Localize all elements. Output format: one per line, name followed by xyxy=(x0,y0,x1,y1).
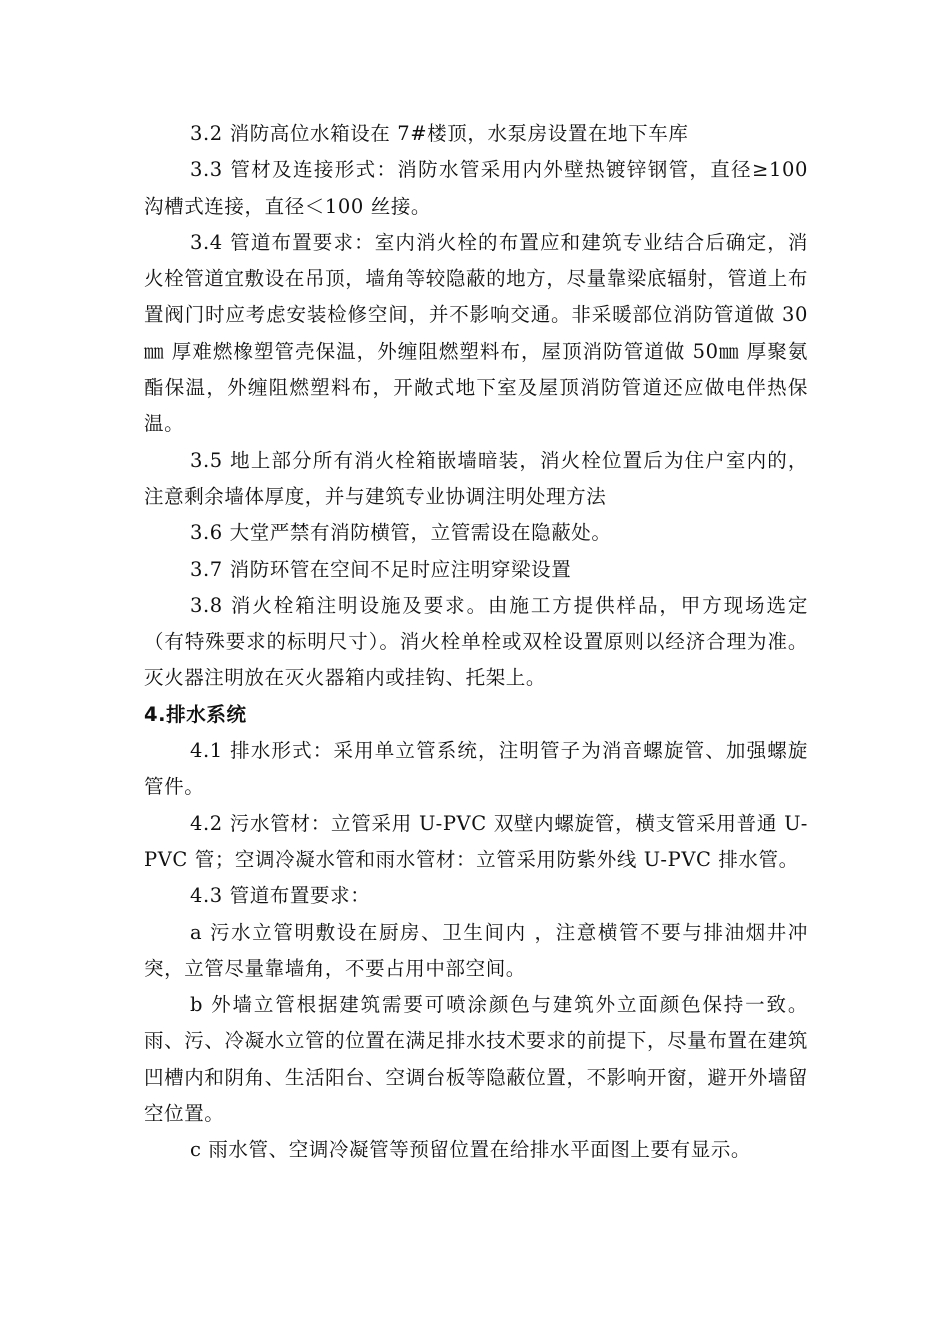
paragraph-3-2: 3.2 消防高位水箱设在 7#楼顶，水泵房设置在地下车库 xyxy=(190,122,689,145)
paragraph-3-4: 3.4 管道布置要求：室内消火栓的布置应和建筑专业结合后确定，消火栓管道宜敷设在吊顶，墙角等较隐蔽的地方，尽量靠梁底辐射，管道上布置阀门时应考虑安装检修空间，并不影响交通。非采暖部位消防管道做 30㎜ 厚难燃橡塑管壳保温，外缠阻燃塑料布，屋顶消防管道做 50㎜ 厚聚氨酯保温，外缠阻燃塑料布，开敞式地下室及屋顶消防管道还应做电伴热保温。 xyxy=(144,230,808,436)
paragraph-3-8: 3.8 消火栓箱注明设施及要求。由施工方提供样品，甲方现场选定（有特殊要求的标明尺寸）。消火栓单栓或双栓设置原则以经济合理为准。灭火器注明放在灭火器箱内或挂钩、托架上。 xyxy=(144,593,808,690)
paragraph-3-6: 3.6 大堂严禁有消防横管，立管需设在隐蔽处。 xyxy=(190,521,612,545)
paragraph-4-1: 4.1 排水形式：采用单立管系统，注明管子为消音螺旋管、加强螺旋管件。 xyxy=(144,739,808,799)
section-heading-drainage: 4.排水系统 xyxy=(144,702,247,726)
document-body xyxy=(144,116,808,1169)
paragraph-3-7: 3.7 消防环管在空间不足时应注明穿梁设置 xyxy=(190,557,572,581)
paragraph-4-2: 4.2 污水管材：立管采用 U-PVC 双壁内螺旋管，横支管采用普通 U-PVC 管；空调冷凝水管和雨水管材：立管采用防紫外线 U-PVC 排水管。 xyxy=(144,811,808,871)
paragraph-4-3: 4.3 管道布置要求： xyxy=(190,884,371,908)
paragraph-3-3: 3.3 管材及连接形式：消防水管采用内外壁热镀锌钢管，直径≥100 沟槽式连接，直径＜100 丝接。 xyxy=(144,158,808,218)
paragraph-3-5: 3.5 地上部分所有消火栓箱嵌墙暗装，消火栓位置后为住户室内的，注意剩余墙体厚度，并与建筑专业协调注明处理方法 xyxy=(144,448,808,508)
paragraph-4-3-a: a 污水立管明敷设在厨房、卫生间内 ，注意横管不要与排油烟井冲突，立管尽量靠墙角，不要占用中部空间。 xyxy=(144,920,808,980)
paragraph-4-3-b: b 外墙立管根据建筑需要可喷涂颜色与建筑外立面颜色保持一致。雨、污、冷凝水立管的位置在满足排水技术要求的前提下，尽量布置在建筑凹槽内和阴角、生活阳台、空调台板等隐蔽位置，不影响开窗，避开外墙留空位置。 xyxy=(144,993,808,1126)
paragraph-4-3-c: c 雨水管、空调冷凝管等预留位置在给排水平面图上要有显示。 xyxy=(190,1138,752,1162)
